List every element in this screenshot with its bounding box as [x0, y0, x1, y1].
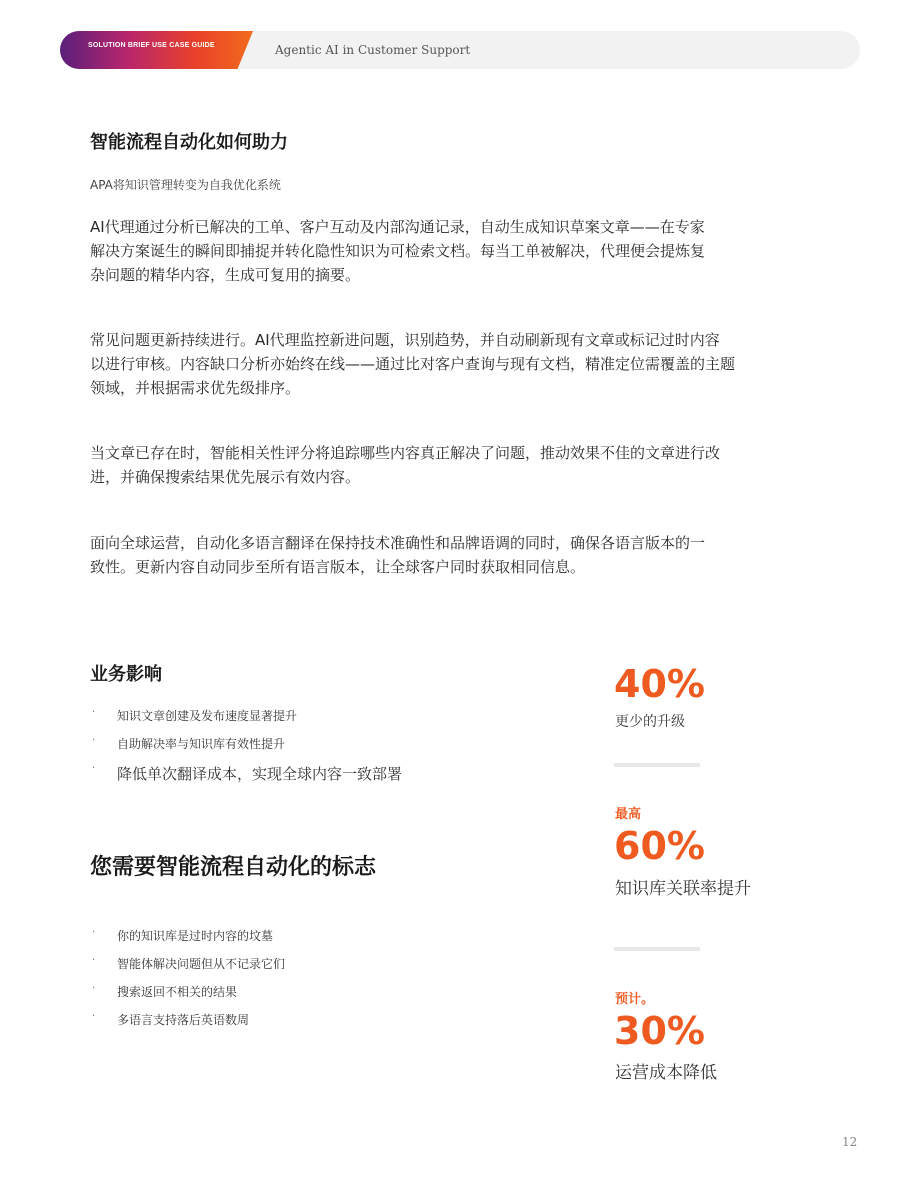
paragraph-line: 致性。更新内容自动同步至所有语言版本，让全球客户同时获取相同信息。: [90, 558, 586, 576]
list-item-text: 自助解决率与知识库有效性提升: [117, 737, 286, 751]
business-impact-heading: 业务影响: [90, 664, 162, 685]
bullet-marker: ·: [92, 735, 96, 746]
stat-divider: [614, 763, 700, 767]
paragraph-line: 常见问题更新持续进行。AI代理监控新进问题，识别趋势，并自动刷新现有文章或标记过时内容: [90, 331, 720, 349]
paragraph-line: 以进行审核。内容缺口分析亦始终在线——通过比对客户查询与现有文档，精准定位需覆盖的主题: [90, 355, 736, 373]
stat-value: 60%: [614, 824, 705, 868]
paragraph-line: 杂问题的精华内容，生成可复用的摘要。: [90, 266, 361, 284]
stat-value: 30%: [614, 1009, 705, 1053]
paragraph-1: [90, 215, 810, 287]
list-item-text: 搜索返回不相关的结果: [117, 985, 238, 999]
bullet-marker: ·: [92, 763, 96, 774]
stat-description: 知识库关联率提升: [615, 879, 751, 899]
section-subtitle: APA将知识管理转变为自我优化系统: [90, 178, 281, 192]
page-number: 12: [842, 1135, 858, 1149]
paragraph-line: AI代理通过分析已解决的工单、客户互动及内部沟通记录，自动生成知识草案文章——在专家: [90, 218, 705, 236]
paragraph-line: 进，并确保搜索结果优先展示有效内容。: [90, 468, 361, 486]
list-item-text: 你的知识库是过时内容的坟墓: [117, 929, 274, 943]
stat-description: 更少的升级: [615, 714, 685, 730]
paragraph-line: 领域，并根据需求优先级排序。: [90, 379, 301, 397]
bullet-marker: ·: [92, 707, 96, 718]
paragraph-2: [90, 328, 810, 400]
stat-description: 运营成本降低: [615, 1063, 717, 1083]
stat-value: 40%: [614, 662, 705, 706]
stat-prefix: 最高: [615, 807, 642, 822]
section-heading: 智能流程自动化如何助力: [90, 132, 288, 153]
header-title: Agentic AI in Customer Support: [275, 43, 471, 57]
paragraph-line: 当文章已存在时，智能相关性评分将追踪哪些内容真正解决了问题，推动效果不佳的文章进行改: [90, 444, 721, 462]
paragraph-3: [90, 441, 810, 489]
paragraph-4: [90, 531, 810, 579]
bullet-marker: ·: [92, 955, 96, 966]
stat-prefix: 预计。: [615, 992, 655, 1007]
header-badge-label: SOLUTION BRIEF USE CASE GUIDE: [88, 42, 215, 49]
paragraph-line: 解决方案诞生的瞬间即捕捉并转化隐性知识为可检索文档。每当工单被解决，代理便会提炼复: [90, 242, 706, 260]
list-item-text: 多语言支持落后英语数周: [117, 1013, 250, 1027]
stat-divider: [614, 947, 700, 951]
bullet-marker: ·: [92, 927, 96, 938]
bullet-marker: ·: [92, 983, 96, 994]
paragraph-line: 面向全球运营，自动化多语言翻译在保持技术准确性和品牌语调的同时，确保各语言版本的一: [90, 534, 706, 552]
list-item-text: 降低单次翻译成本，实现全球内容一致部署: [117, 765, 403, 783]
list-item-text: 知识文章创建及发布速度显著提升: [117, 709, 298, 723]
signs-heading: 您需要智能流程自动化的标志: [90, 855, 377, 880]
bullet-marker: ·: [92, 1011, 96, 1022]
header-badge: [60, 31, 253, 69]
list-item-text: 智能体解决问题但从不记录它们: [117, 957, 286, 971]
